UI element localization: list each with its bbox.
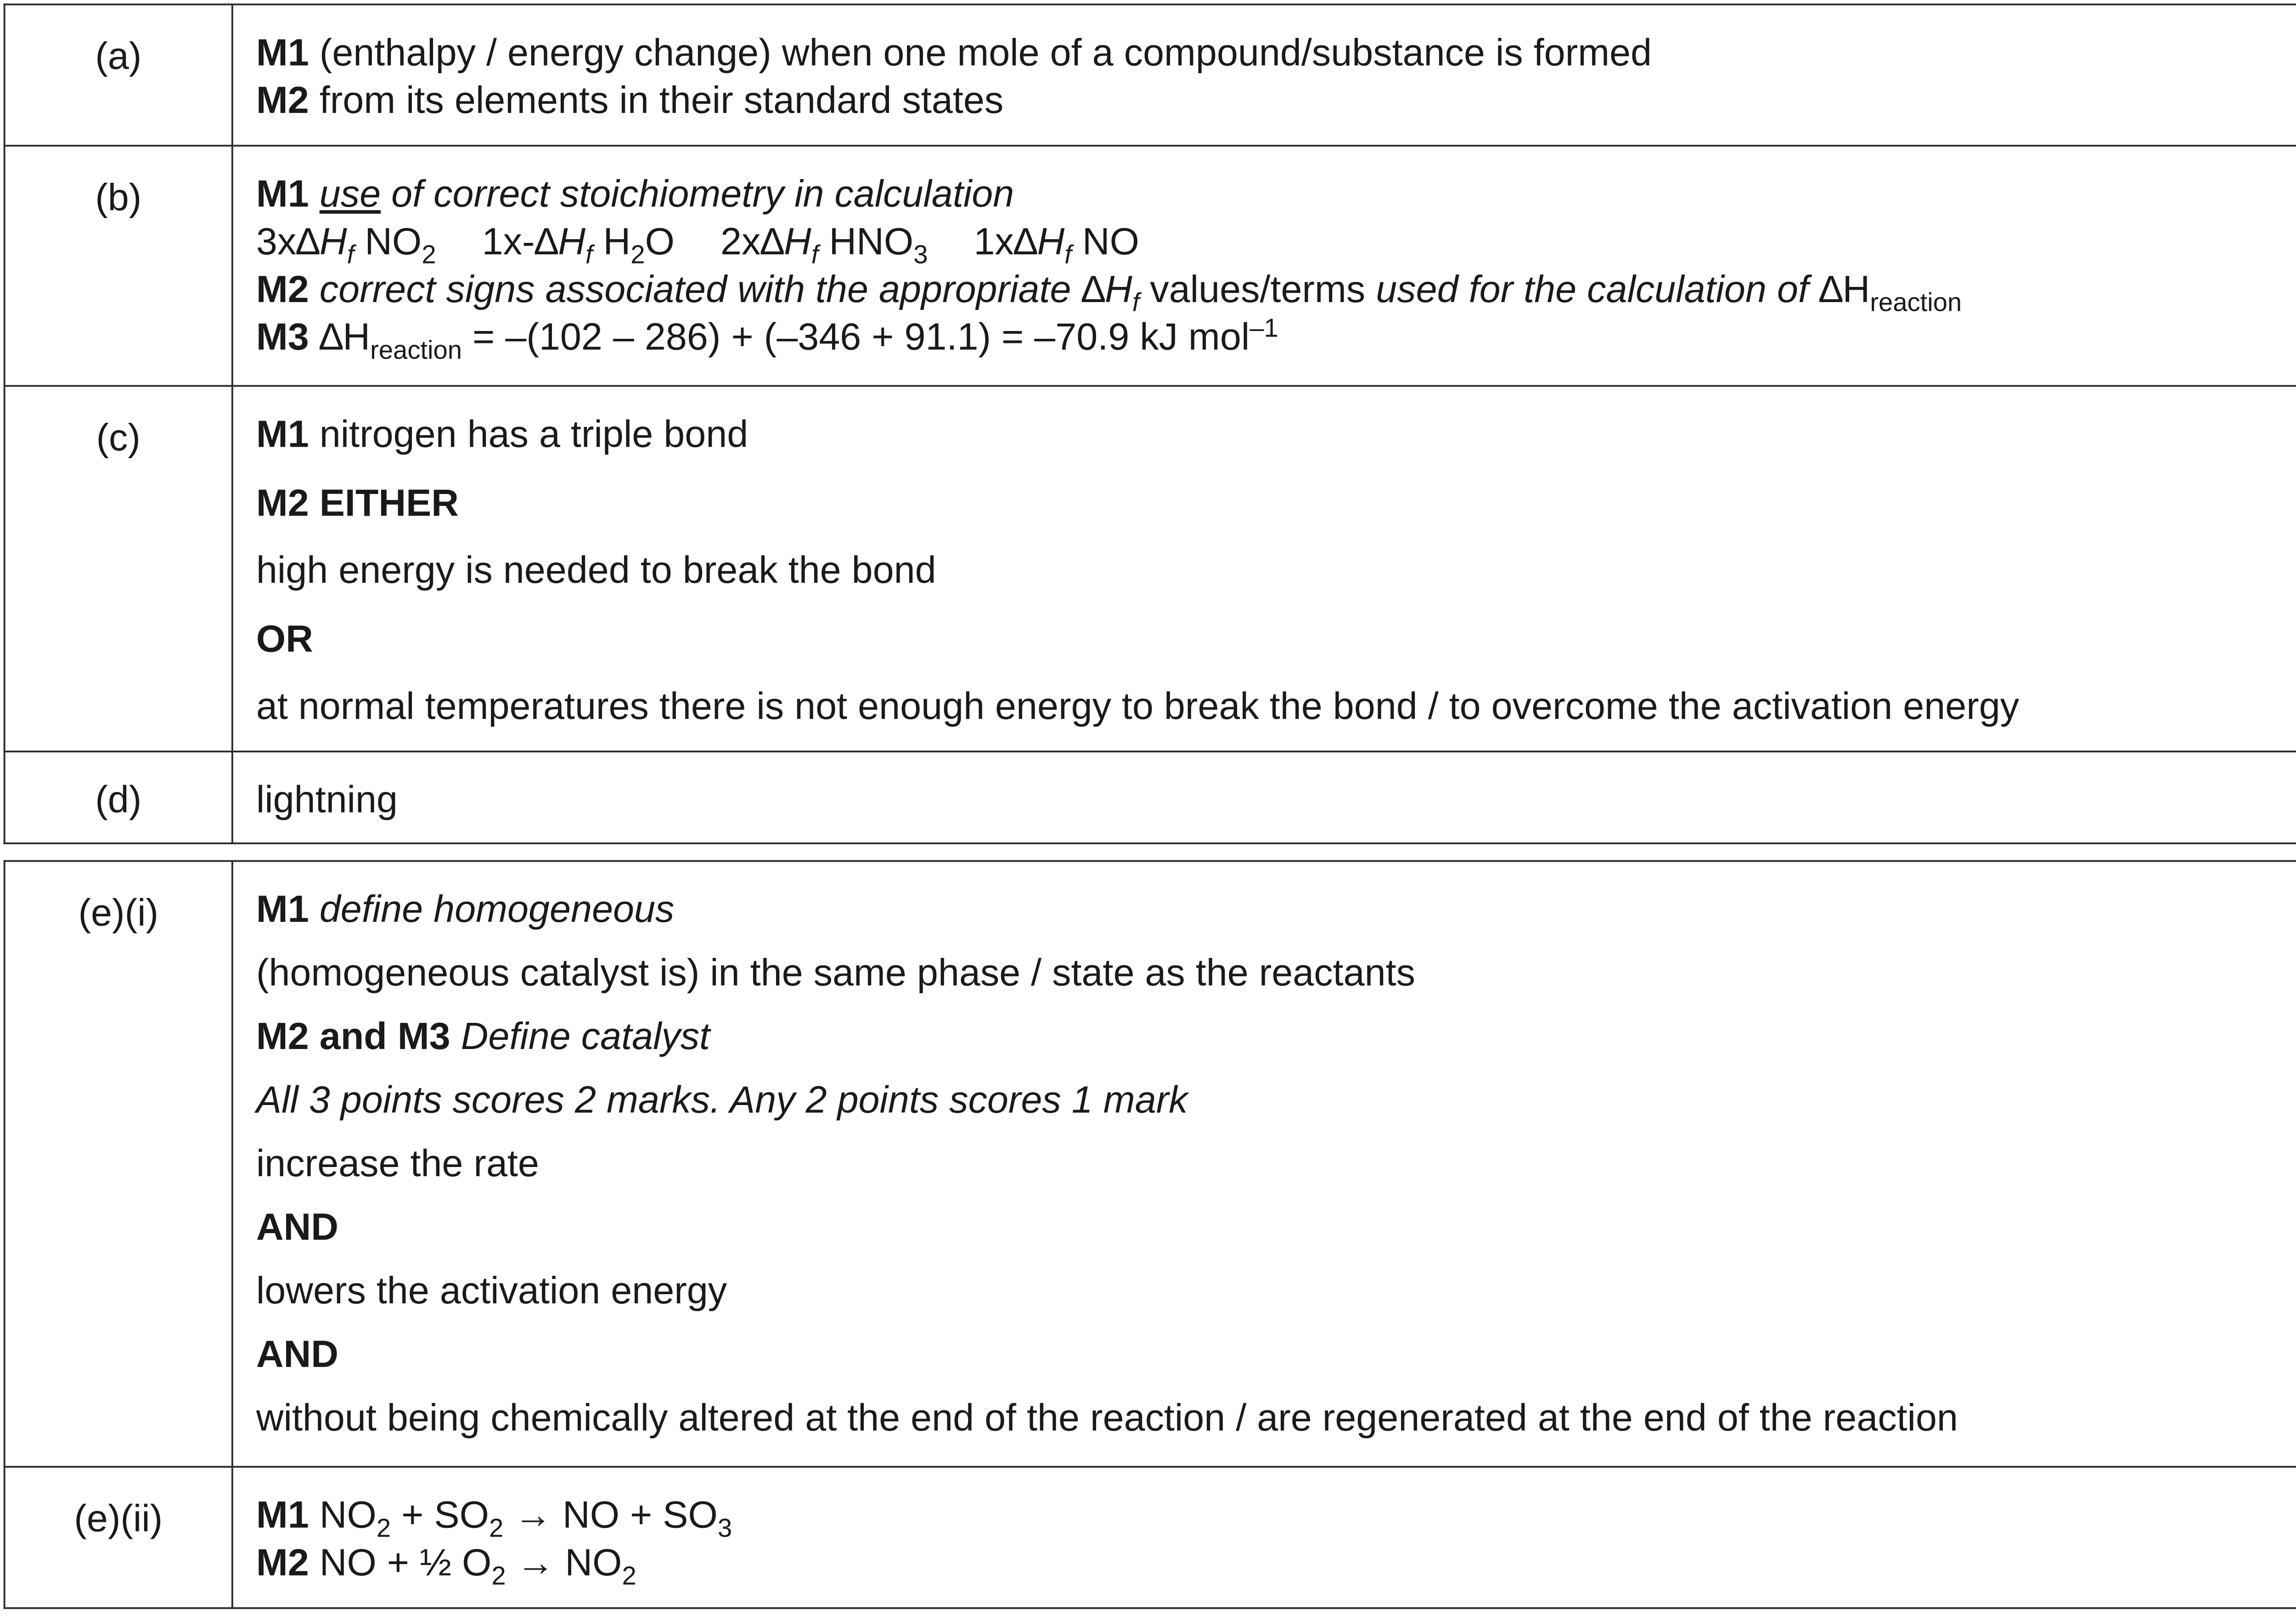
and-separator: AND [256, 1206, 339, 1249]
answer-text: (homogeneous catalyst is) in the same phase / state as the reactants [256, 952, 1415, 994]
or-separator: OR [256, 617, 313, 660]
mark-label: M2 [256, 1542, 309, 1584]
equation-1: M1 $NO_2 + SO_2$ → NO + $SO_3$ [256, 1494, 732, 1544]
answer-text: Define catalyst [461, 1016, 710, 1058]
calculation-result: = –(102 – 286) + (–346 + 91.1) = –70.9 kJ mol [462, 316, 1250, 359]
answer-text: nitrogen has a triple bond [309, 413, 748, 456]
table-row [5, 146, 2296, 386]
answer-text: lightning [256, 779, 398, 821]
mark-label: M3 [256, 316, 309, 359]
mark-label: M1 [256, 1494, 309, 1537]
scoring-note: All 3 points scores 2 marks. Any 2 points scores 1 mark [256, 1079, 1188, 1122]
equation-2: M2 NO + ½ $O_2 \to NO_2$ [256, 1542, 636, 1592]
answer-cell [232, 5, 2296, 146]
answer-cell [232, 386, 2296, 752]
alternative-heading: M2 EITHER [256, 481, 459, 524]
mark-label: M1 [256, 173, 309, 216]
table-row [5, 752, 2296, 843]
table-row [5, 386, 2296, 752]
mark-label: M1 [256, 32, 309, 74]
mark-label: M2 [256, 79, 309, 122]
mark-scheme-table-1 [4, 4, 2296, 844]
answer-text: (enthalpy / energy change) when one mole of a compound/substance is formed [309, 32, 1652, 74]
answer-text: from its elements in their standard states [309, 79, 1004, 122]
emphasis-use: use [319, 173, 381, 216]
mark-label: M1 [256, 888, 309, 931]
mark-label: M2 [256, 268, 309, 311]
part-label: (a) [5, 5, 232, 146]
part-label: (e)(ii) [5, 1467, 232, 1608]
answer-text: define homogeneous [319, 888, 675, 931]
part-label: (c) [5, 386, 232, 752]
table-row [5, 5, 2296, 146]
stoichiometry-terms: $3x\Delta H_f$ $NO_2$ $1x-\Delta H_f$ $H_2O$ $2x\Delta H_f$ $HNO_3$ $1x\Delta H_f$ NO [256, 220, 1140, 271]
part-label: (d) [5, 752, 232, 843]
mark-label: M2 and M3 [256, 1016, 450, 1058]
table-row [5, 1467, 2296, 1608]
part-label: (b) [5, 146, 232, 386]
answer-text: increase the rate [256, 1143, 539, 1185]
answer-text: high energy is needed to break the bond [256, 549, 936, 592]
answer-cell: M1 use of correct stoichiometry in calculation $3x\Delta H_f$ $NO_2$ $1x-\Delta H_f$ $H_2O$ $2x\Delta H_f$ $HNO_3$ $1x\Delta H_f$ NO M2 correct signs associated with the appropriate $\Delta H_f$ values/terms used for the calculation of $\Delta H_{reaction}$ M3 $\Delta H_{reaction} = -(102 - 286) + (-346 + 91.1) = -70.9$ kJ mol$^{-1}$ [232, 146, 2296, 386]
table-row [5, 861, 2296, 1467]
answer-cell [232, 1467, 2296, 1608]
mark-label: M1 [256, 413, 309, 456]
answer-text: lowers the activation energy [256, 1270, 727, 1313]
answer-cell [232, 861, 2296, 1467]
mark-scheme-table-2 [4, 860, 2296, 1609]
answer-text: without being chemically altered at the end of the reaction / are regenerated at the end of the reaction [256, 1397, 1958, 1440]
answer-text: at normal temperatures there is not enough energy to break the bond / to overcome the activation energy [256, 685, 2020, 728]
part-label: (e)(i) [5, 861, 232, 1467]
answer-cell [232, 752, 2296, 843]
and-separator: AND [256, 1333, 339, 1376]
